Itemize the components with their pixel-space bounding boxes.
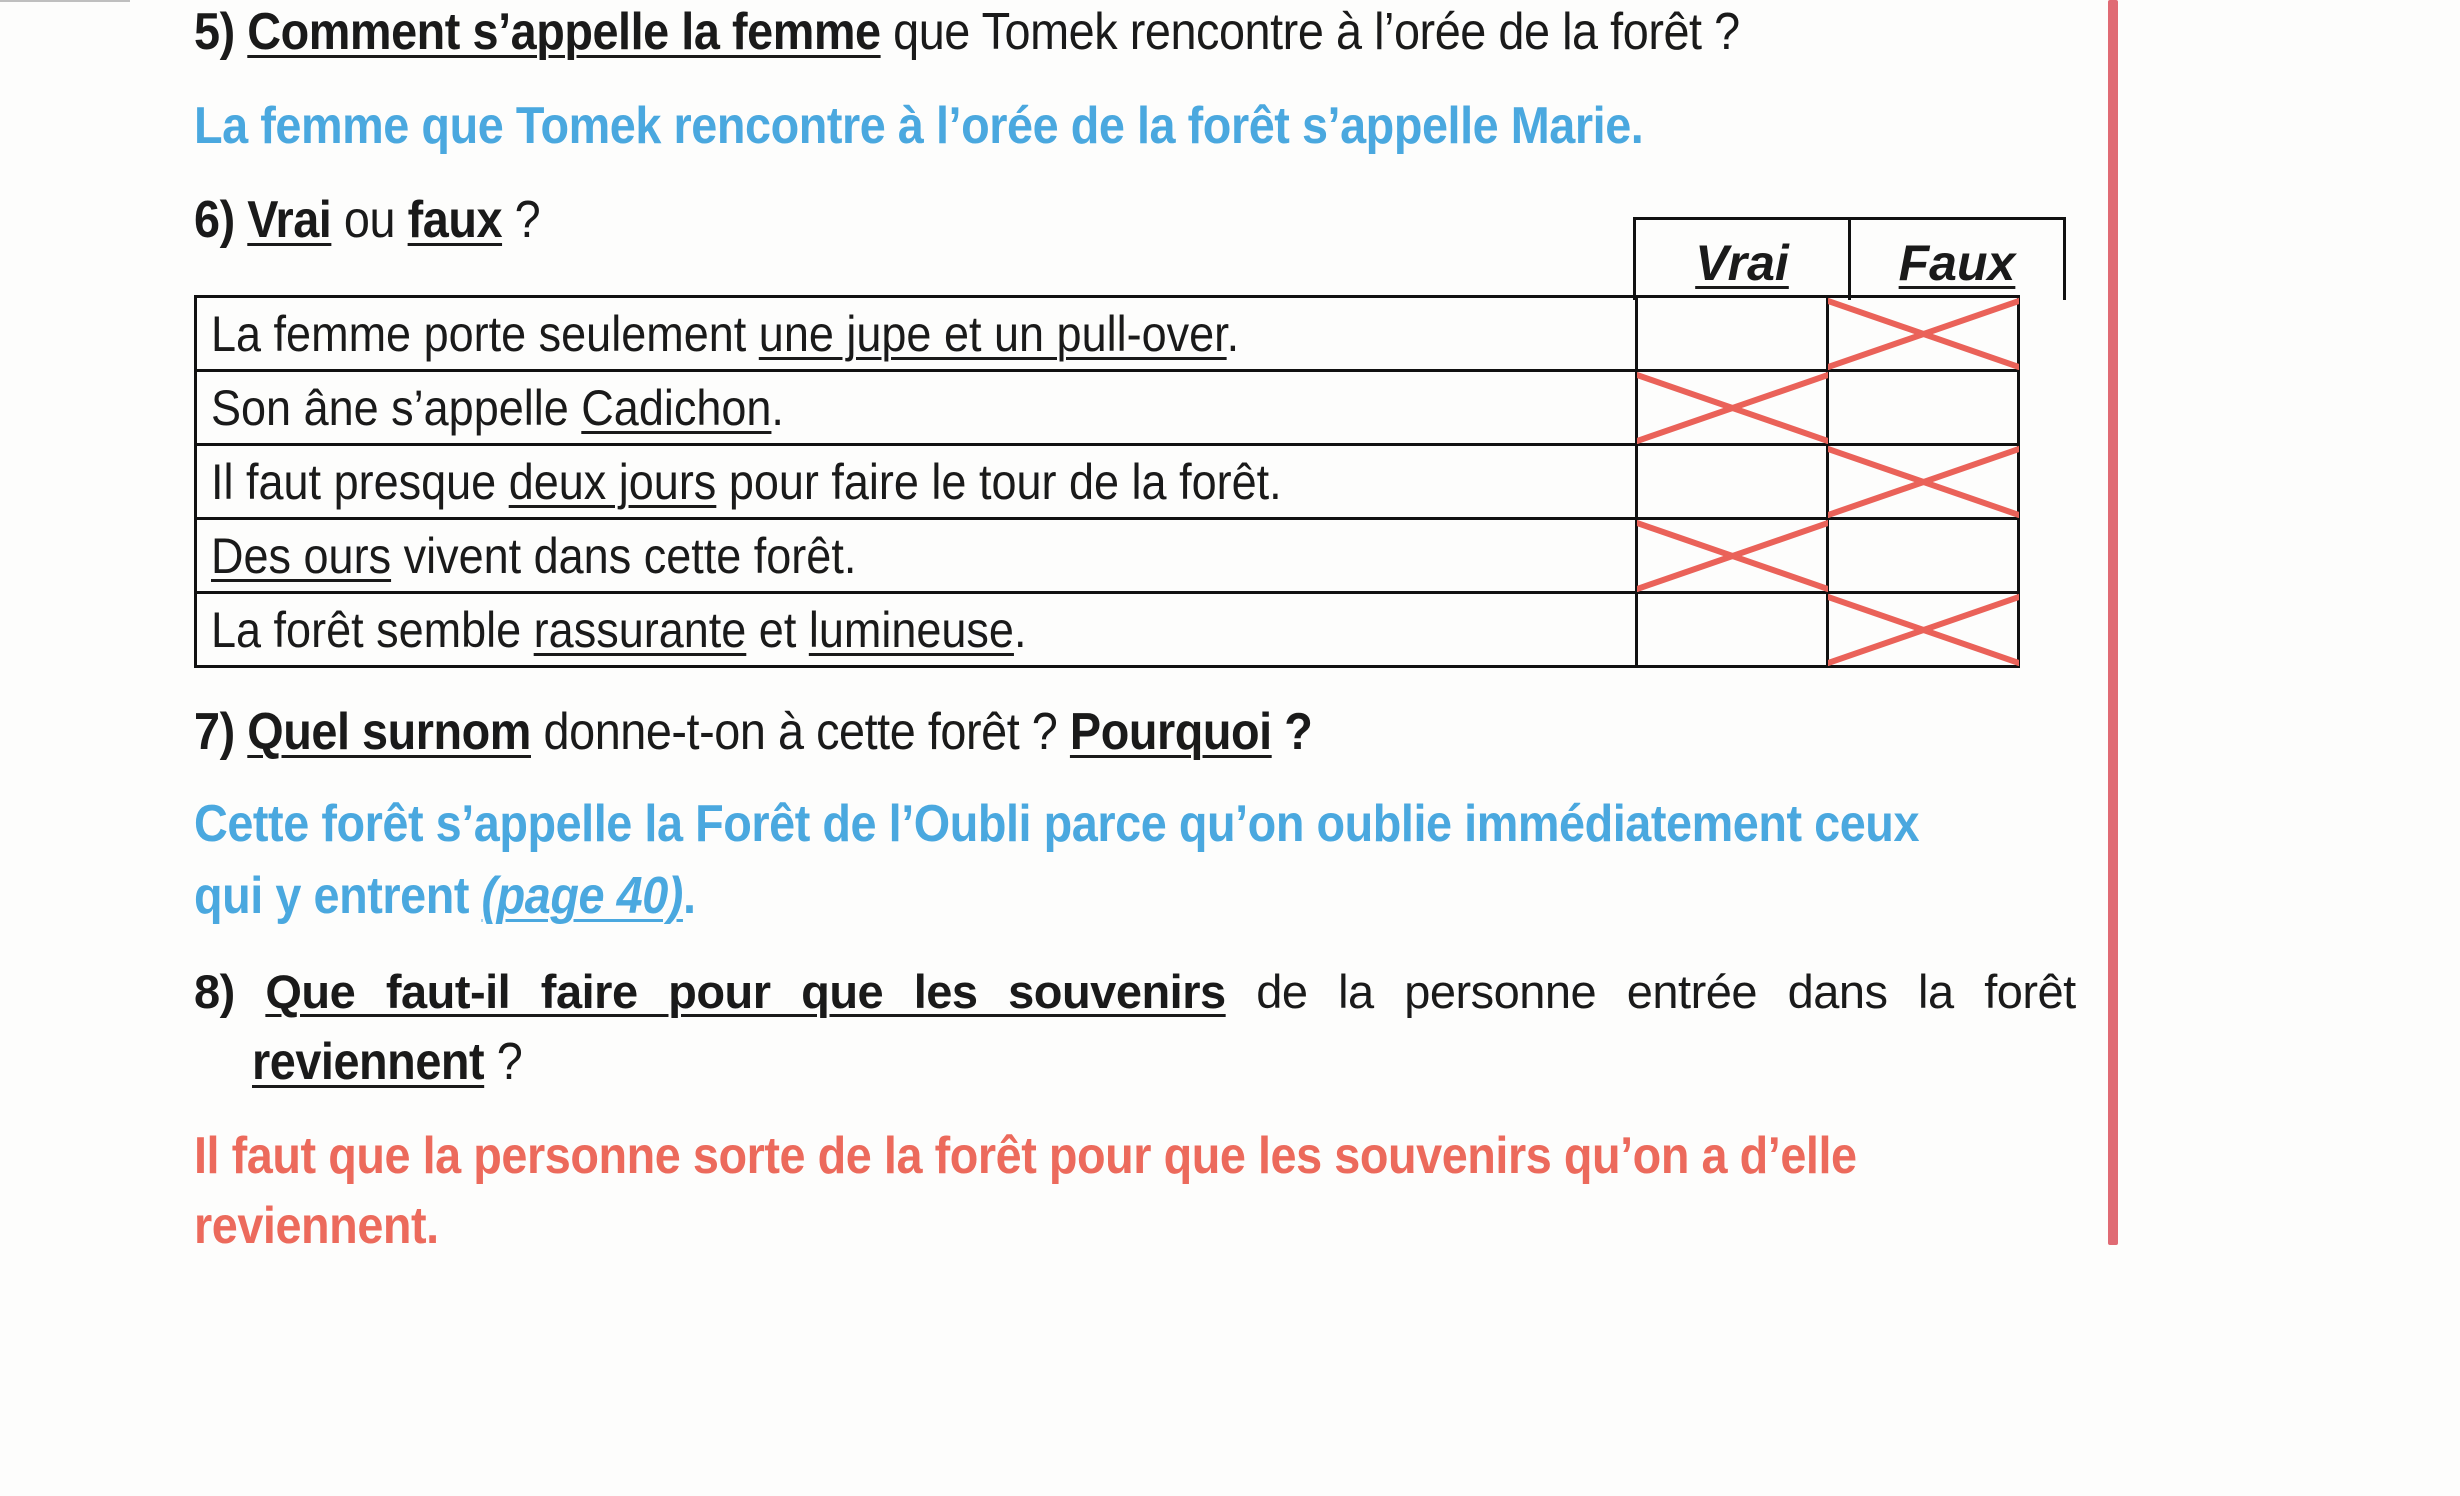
table-row: [196, 593, 2019, 667]
statement-text: vivent dans cette forêt.: [391, 527, 857, 584]
answer-7-line-2: [194, 864, 696, 928]
page-reference: (page 40): [481, 867, 683, 925]
true-false-table: [194, 295, 2020, 668]
question-keyword: Pourquoi: [1069, 703, 1272, 761]
statement-underlined: une jupe et un pull-over: [758, 305, 1227, 362]
statement-underlined: lumineuse: [808, 601, 1014, 658]
question-keyword-faux: faux: [407, 191, 503, 249]
question-keyword-vrai: Vrai: [247, 191, 332, 249]
column-header-vrai: [1633, 217, 1851, 300]
question-keyword: Comment s’appelle la femme: [247, 3, 881, 61]
cross-mark: [1828, 593, 2019, 667]
column-header-label: Faux: [1898, 235, 2016, 291]
statement-cell: [196, 593, 1637, 667]
column-header-label: Vrai: [1695, 235, 1789, 291]
question-number: 6): [194, 191, 235, 249]
question-mark: ?: [1271, 703, 1313, 761]
vrai-checkbox[interactable]: [1637, 445, 1828, 519]
scan-edge-mark: [0, 0, 130, 2]
answer-7-line-1: Cette forêt s’appelle la Forêt de l’Oubli parce qu’on oublie immédiatement ceux: [194, 795, 1920, 853]
question-number: 7): [194, 703, 235, 761]
answer-8-line-1: Il faut que la personne sorte de la forêt pour que les souvenirs qu’on a d’elle: [194, 1127, 1857, 1185]
margin-line: [2108, 0, 2118, 1245]
cross-mark: [1637, 519, 1828, 593]
question-keyword: Quel surnom: [247, 703, 531, 761]
statement-text: pour faire le tour de la forêt.: [716, 453, 1282, 510]
statement-text: et: [746, 601, 809, 658]
statement-cell: [196, 519, 1637, 593]
vrai-checkbox[interactable]: [1637, 593, 1828, 667]
question-text: que Tomek rencontre à l’orée de la forêt ?: [880, 3, 1740, 61]
statement-cell: [196, 297, 1637, 371]
question-number: 5): [194, 3, 235, 61]
question-text: de la personne entrée dans la forêt: [1225, 965, 2076, 1018]
vrai-checkbox[interactable]: [1637, 297, 1828, 371]
question-mark: ?: [484, 1033, 523, 1091]
statement-underlined: Cadichon: [581, 379, 772, 436]
statement-text: .: [1013, 601, 1027, 658]
question-6: [194, 188, 540, 252]
answer-5: La femme que Tomek rencontre à l’orée de la forêt s’appelle Marie.: [194, 97, 1644, 155]
cross-mark: [1637, 371, 1828, 445]
question-5: [194, 0, 1740, 64]
question-keyword: Que faut-il faire pour que les souvenirs: [265, 965, 1226, 1018]
cross-mark: [1828, 297, 2019, 371]
statement-underlined: Des ours: [211, 527, 392, 584]
statement-text: La femme porte seulement: [211, 305, 759, 362]
statement-text: .: [1226, 305, 1240, 362]
statement-cell: [196, 371, 1637, 445]
statement-text: .: [771, 379, 784, 436]
faux-checkbox[interactable]: [1828, 371, 2019, 445]
statement-text: Son âne s’appelle: [211, 379, 582, 436]
question-keyword: reviennent: [252, 1033, 485, 1091]
question-text: ou: [331, 191, 408, 249]
cross-mark: [1828, 445, 2019, 519]
statement-text: Il faut presque: [211, 453, 509, 510]
question-text: donne-t-on à cette forêt ?: [530, 703, 1070, 761]
question-7: [194, 700, 1312, 764]
table-row: [196, 297, 2019, 371]
statement-underlined: deux jours: [508, 453, 717, 510]
question-mark: ?: [502, 191, 541, 249]
question-number: 8): [194, 965, 235, 1018]
question-8-line-2: [252, 1030, 522, 1094]
statement-text: La forêt semble: [211, 601, 534, 658]
statement-cell: [196, 445, 1637, 519]
answer-text: qui y entrent: [194, 867, 482, 925]
column-header-faux: [1848, 217, 2066, 300]
table-row: [196, 445, 2019, 519]
question-8-line-1: [194, 960, 2364, 1024]
statement-underlined: rassurante: [533, 601, 747, 658]
answer-8-line-2: reviennent.: [194, 1197, 439, 1255]
answer-text: .: [682, 867, 696, 925]
faux-checkbox[interactable]: [1828, 519, 2019, 593]
